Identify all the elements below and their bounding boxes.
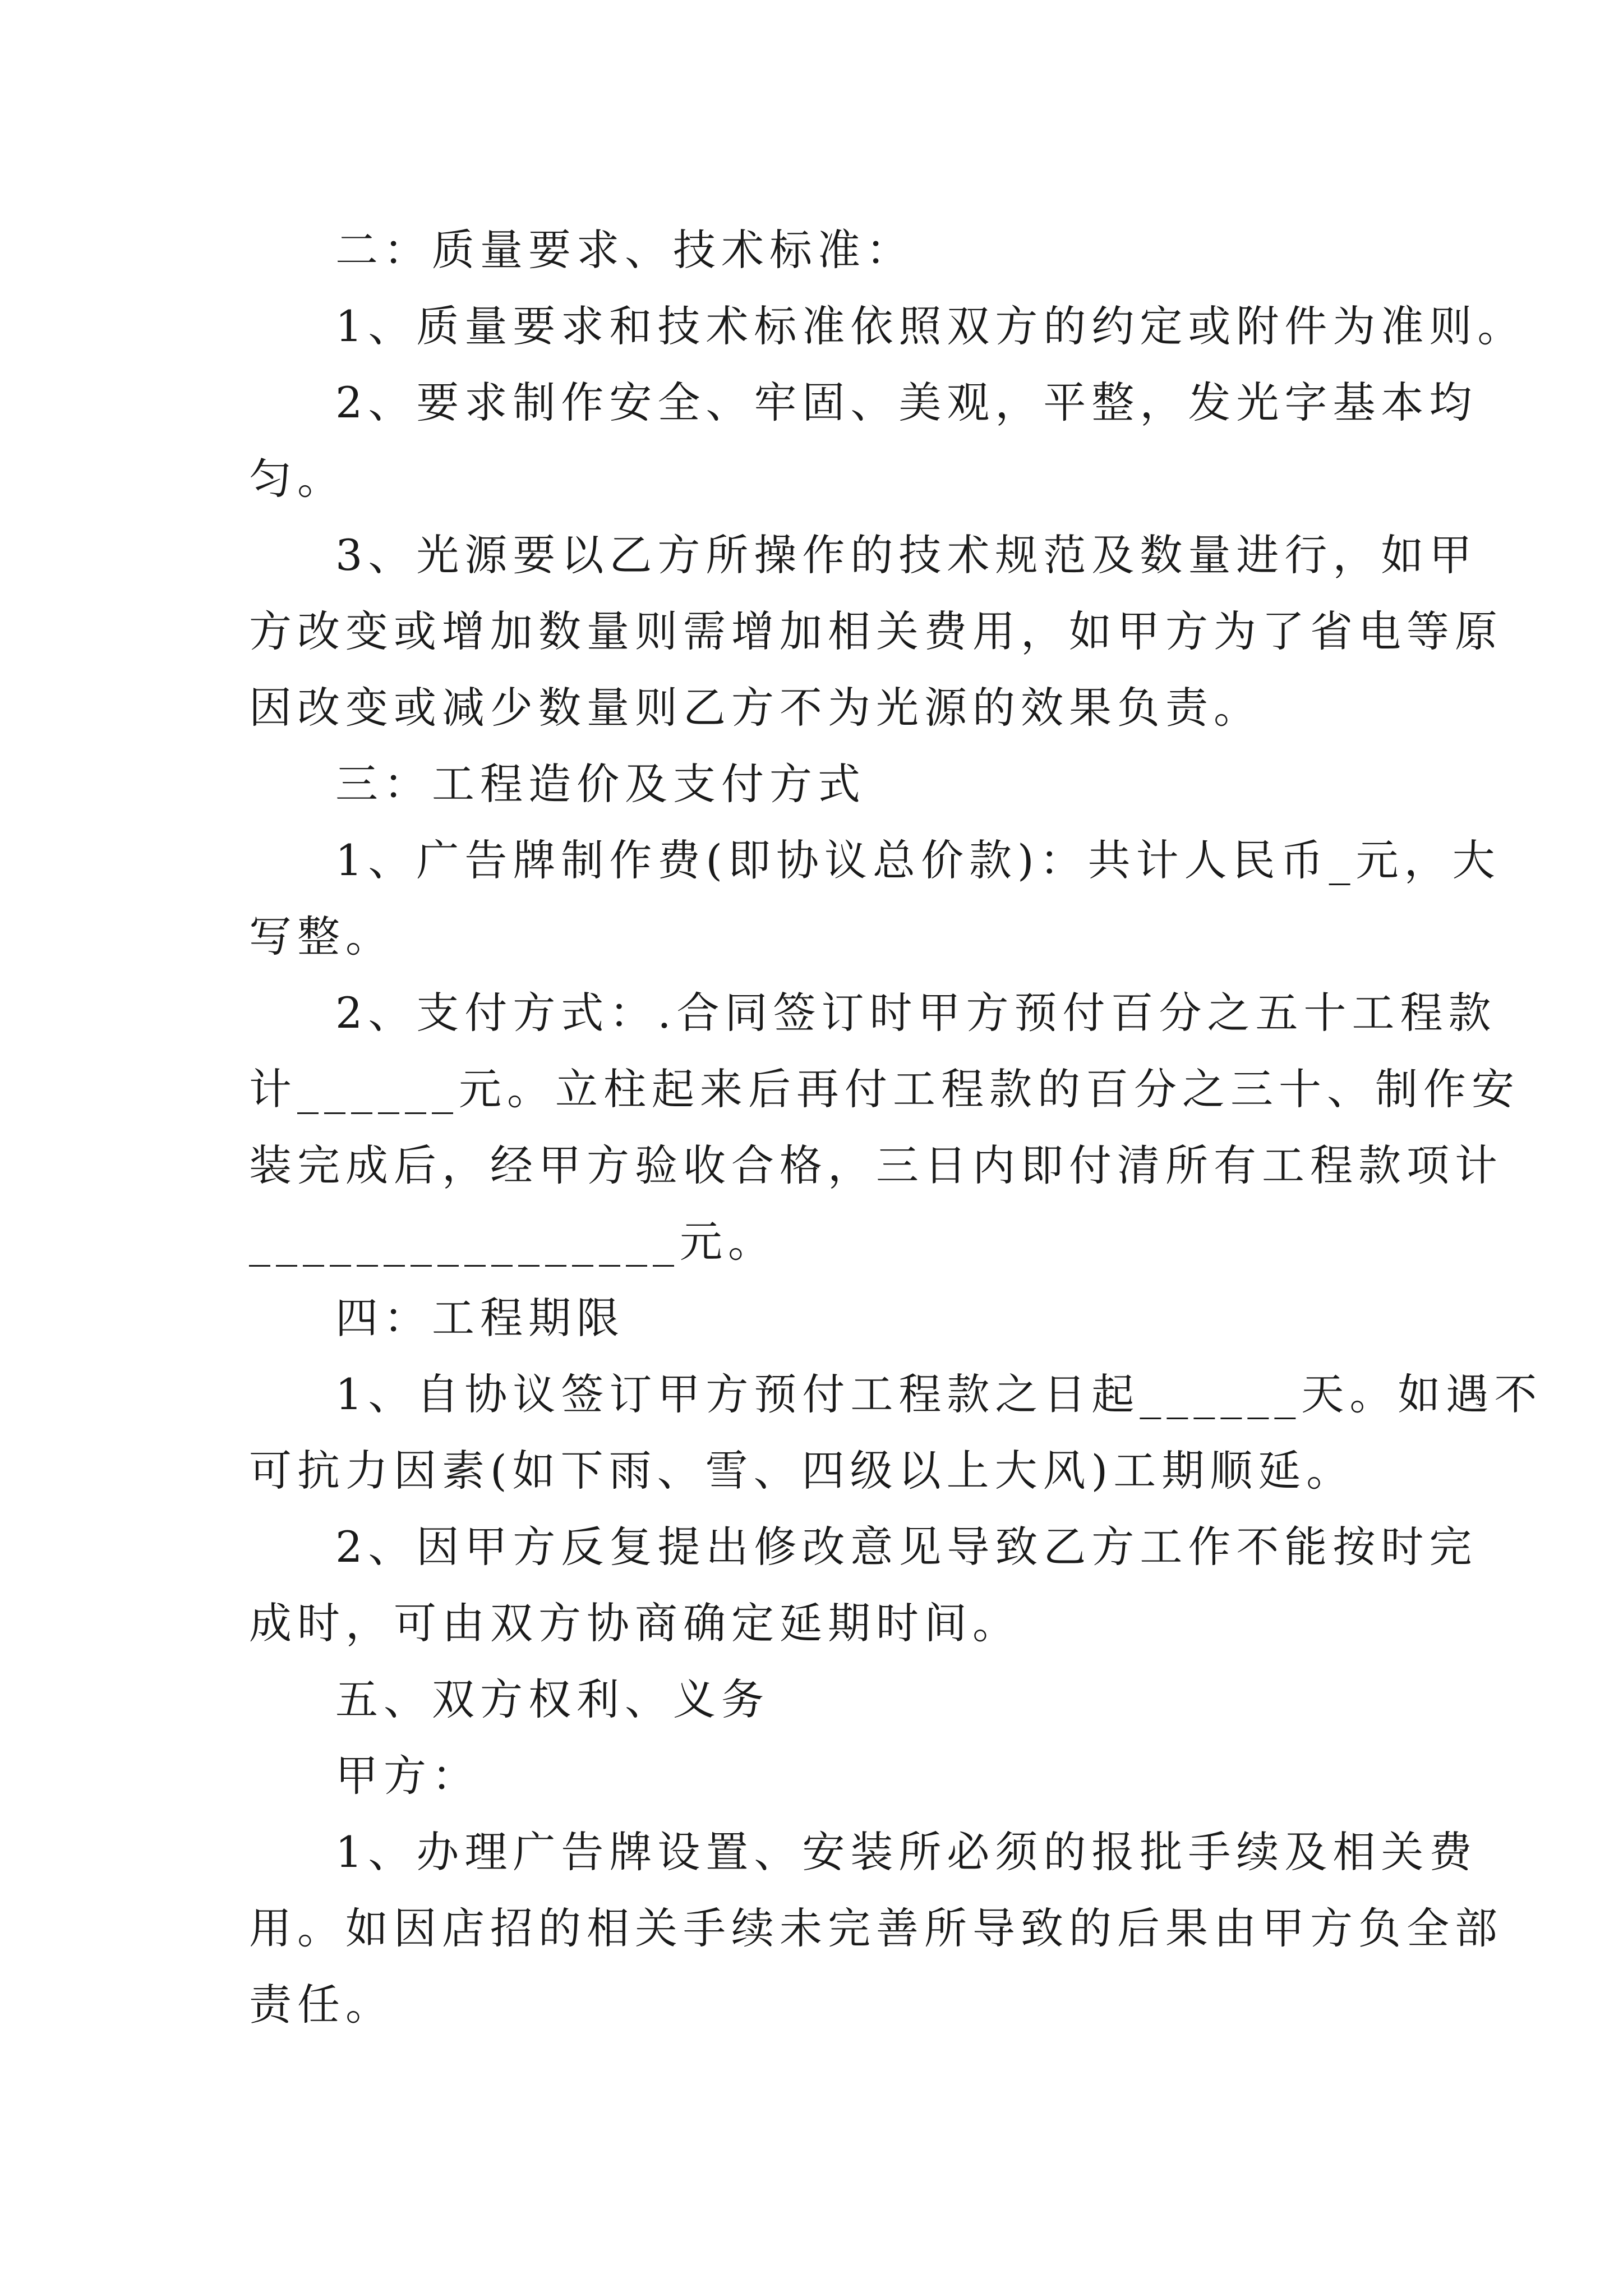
paragraph-line: 1、广告牌制作费(即协议总价款)：共计人民币_元，大 (335, 835, 1501, 885)
paragraph-line: 计______元。立柱起来后再付工程款的百分之三十、制作安 (249, 1064, 1520, 1114)
paragraph-line: 装完成后，经甲方验收合格，三日内即付清所有工程款项计 (249, 1140, 1503, 1190)
paragraph-line: 1、质量要求和技术标准依照双方的约定或附件为准则。 (335, 301, 1526, 351)
paragraph-line: 责任。 (249, 1980, 394, 2030)
paragraph-line: 用。如因店招的相关手续未完善所导致的后果由甲方负全部 (249, 1903, 1503, 1953)
paragraph-line: 因改变或减少数量则乙方不为光源的效果负责。 (249, 683, 1262, 733)
paragraph-line: 可抗力因素(如下雨、雪、四级以上大风)工期顺延。 (249, 1446, 1355, 1496)
paragraph-line: 2、因甲方反复提出修改意见导致乙方工作不能按时完 (335, 1522, 1478, 1572)
paragraph-line: ________________元。 (249, 1217, 776, 1267)
document-body (249, 212, 1543, 2043)
section-heading-quality: 二：质量要求、技术标准： (335, 225, 914, 275)
paragraph-line: 3、光源要以乙方所操作的技术规范及数量进行，如甲 (335, 530, 1478, 580)
party-a-label: 甲方： (335, 1751, 480, 1801)
paragraph-line: 2、支付方式：.合同签订时甲方预付百分之五十工程款 (335, 988, 1497, 1038)
paragraph-line: 2、要求制作安全、牢固、美观，平整，发光字基本均 (335, 378, 1478, 427)
paragraph-line: 写整。 (249, 912, 394, 961)
paragraph-line: 成时，可由双方协商确定延期时间。 (249, 1598, 1021, 1648)
paragraph-line: 1、办理广告牌设置、安装所必须的报批手续及相关费 (335, 1827, 1478, 1877)
paragraph-line: 1、自协议签订甲方预付工程款之日起______天。如遇不 (335, 1369, 1543, 1419)
paragraph-line: 方改变或增加数量则需增加相关费用，如甲方为了省电等原 (249, 606, 1503, 656)
paragraph-line: 匀。 (249, 454, 345, 504)
section-heading-rights: 五、双方权利、义务 (335, 1674, 769, 1724)
section-heading-cost: 三：工程造价及支付方式 (335, 759, 866, 809)
section-heading-period: 四：工程期限 (335, 1293, 625, 1343)
